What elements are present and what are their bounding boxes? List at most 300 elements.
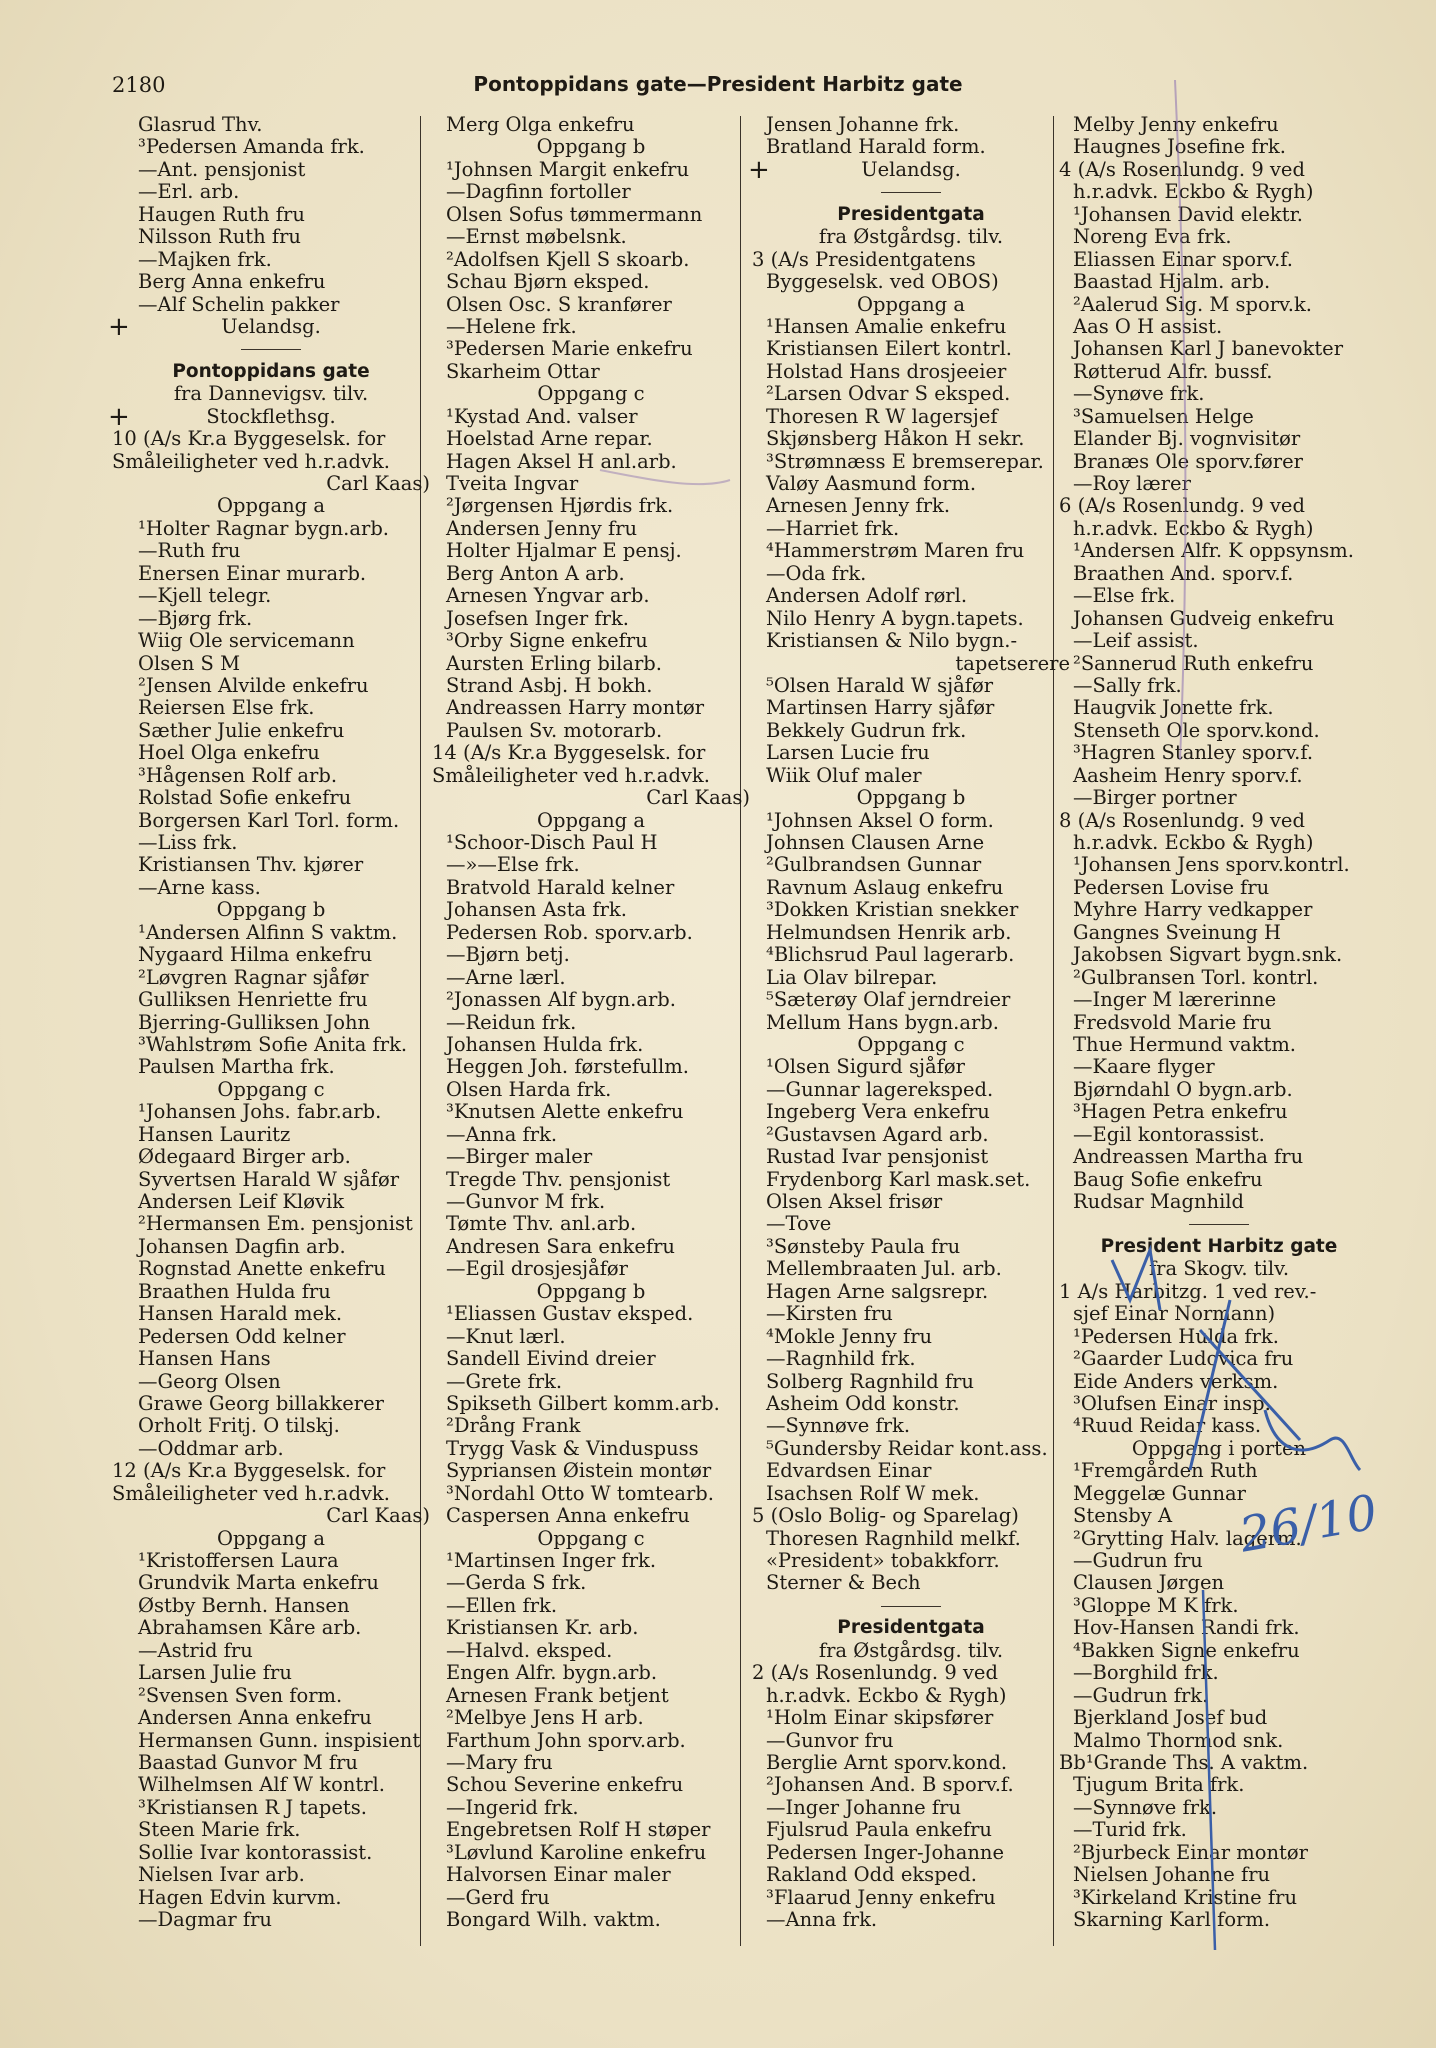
- directory-entry: [1059, 1012, 1379, 1034]
- directory-entry: [1059, 1774, 1379, 1796]
- entry-text: Johansen Asta frk.: [446, 898, 627, 922]
- entry-text: Eliassen Einar sporv.f.: [1073, 247, 1293, 271]
- directory-entry: [1059, 742, 1379, 764]
- entry-text: Stenseth Ole sporv.kond.: [1073, 718, 1320, 742]
- directory-entry: [112, 989, 430, 1011]
- directory-entry: [752, 1191, 1070, 1213]
- entry-text: tapetserere: [955, 651, 1070, 675]
- entry-text: 1 A/s Harbitzg. 1 ved rev.-: [1059, 1279, 1317, 1303]
- directory-entry: [112, 226, 430, 248]
- entry-text: ¹Schoor-Disch Paul H: [446, 831, 658, 854]
- entry-text: ¹Fremgården Ruth: [1073, 1459, 1258, 1483]
- entry-text: —Sally frk.: [1073, 673, 1182, 697]
- entry-text: —Inger Johanne fru: [766, 1795, 961, 1819]
- cross-street-marker-icon: +: [108, 401, 130, 432]
- entry-text: ¹Martinsen Inger frk.: [446, 1549, 657, 1572]
- cross-street-marker-icon: +: [748, 154, 770, 185]
- entry-text: ²Løvgren Ragnar sjåfør: [138, 965, 369, 989]
- directory-entry: [752, 361, 1070, 383]
- directory-entry: [112, 1303, 430, 1325]
- directory-entry: [1059, 294, 1379, 316]
- directory-entry: [112, 1662, 430, 1684]
- directory-entry: [1059, 1326, 1379, 1348]
- entry-text: Halvorsen Einar maler: [446, 1863, 671, 1887]
- directory-entry: [752, 1819, 1070, 1841]
- entry-text: ³Hagren Stanley sporv.f.: [1073, 741, 1314, 765]
- directory-entry: [752, 1146, 1070, 1168]
- directory-entry: [752, 720, 1070, 742]
- directory-entry: [112, 204, 430, 226]
- directory-entry: [432, 518, 750, 540]
- entry-text: —Roy lærer: [1073, 472, 1191, 495]
- entry-text: Bjerkland Josef bud: [1073, 1706, 1268, 1730]
- entry-text: Rakland Odd eksped.: [766, 1863, 977, 1887]
- directory-entry: [752, 854, 1070, 876]
- entry-text: Olsen Aksel frisør: [766, 1190, 943, 1213]
- entry-text: —Dagfinn fortoller: [446, 180, 631, 204]
- directory-entry: [112, 1685, 430, 1707]
- directory-entry: [112, 1842, 430, 1864]
- directory-entry: [1059, 944, 1379, 966]
- entry-text: Pontoppidans gate: [172, 360, 370, 382]
- entry-text: Wilhelmsen Alf W kontrl.: [138, 1773, 385, 1797]
- entry-text: —Else frk.: [1073, 584, 1176, 608]
- entry-text: ²Sannerud Ruth enkefru: [1073, 651, 1314, 675]
- directory-entry: [112, 136, 430, 158]
- entry-text: Kristiansen Eilert kontrl.: [766, 337, 1013, 361]
- directory-entry: [752, 922, 1070, 944]
- entry-text: Skjønsberg Håkon H sekr.: [766, 427, 1025, 451]
- entry-text: ²Larsen Odvar S eksped.: [766, 382, 1011, 406]
- directory-entry: [752, 1393, 1070, 1415]
- running-title: Pontoppidans gate—President Harbitz gate: [473, 72, 963, 96]
- entry-text: Østby Bernh. Hansen: [138, 1593, 350, 1617]
- entry-text: —Turid frk.: [1073, 1818, 1187, 1842]
- directory-entry: [432, 989, 750, 1011]
- directory-entry: [432, 1371, 750, 1393]
- entry-text: Holstad Hans drosjeeier: [766, 359, 1007, 383]
- entry-text: Oppgang c: [857, 1032, 965, 1056]
- entry-text: ²Jonassen Alf bygn.arb.: [446, 988, 676, 1012]
- directory-column-4: [1059, 114, 1379, 1931]
- directory-entry: [1059, 1258, 1379, 1280]
- directory-entry: [432, 136, 750, 158]
- entry-text: Sterner & Bech: [766, 1571, 921, 1595]
- entry-text: Josefsen Inger frk.: [446, 606, 629, 630]
- entry-text: Caspersen Anna enkefru: [446, 1504, 690, 1528]
- street-heading: [752, 204, 1070, 226]
- entry-text: —Gunvor M frk.: [446, 1190, 606, 1213]
- entry-text: Rudsar Magnhild: [1073, 1190, 1245, 1213]
- directory-entry: [432, 1662, 750, 1684]
- directory-entry: [1059, 1617, 1379, 1639]
- directory-entry: [1059, 1572, 1379, 1594]
- directory-entry: [112, 697, 430, 719]
- directory-entry: [1059, 877, 1379, 899]
- entry-text: ²Johansen And. B sporv.f.: [766, 1773, 1014, 1797]
- directory-entry: [1059, 1864, 1379, 1886]
- directory-entry: [432, 1842, 750, 1864]
- entry-text: Isachsen Rolf W mek.: [766, 1481, 980, 1505]
- directory-entry: [1059, 1595, 1379, 1617]
- entry-text: Berg Anna enkefru: [138, 270, 326, 294]
- entry-text: ³Hagen Petra enkefru: [1073, 1100, 1288, 1124]
- entry-text: Oppgang a: [217, 1526, 325, 1550]
- directory-entry: [432, 1640, 750, 1662]
- directory-entry: [432, 181, 750, 203]
- directory-entry: [1059, 989, 1379, 1011]
- directory-entry: [752, 1685, 1070, 1707]
- entry-text: ²Adolfsen Kjell S skoarb.: [446, 247, 690, 271]
- directory-entry: [1059, 1281, 1379, 1303]
- entry-text: Rustad Ivar pensjonist: [766, 1145, 989, 1169]
- directory-entry: [1059, 1707, 1379, 1729]
- directory-entry: [1059, 1034, 1379, 1056]
- directory-entry: [432, 1281, 750, 1303]
- entry-text: Farthum John sporv.arb.: [446, 1728, 686, 1752]
- entry-text: Gulliksen Henriette fru: [138, 988, 368, 1012]
- entry-text: —Synnøve frk.: [1073, 1795, 1218, 1819]
- entry-text: Heggen Joh. førstefullm.: [446, 1055, 689, 1079]
- entry-text: Sypriansen Øistein montør: [446, 1459, 712, 1483]
- directory-entry: [752, 765, 1070, 787]
- entry-text: 10 (A/s Kr.a Byggeselsk. for: [112, 427, 386, 451]
- directory-entry: [432, 316, 750, 338]
- directory-entry: [112, 1460, 430, 1482]
- entry-text: Aursten Erling bilarb.: [446, 651, 662, 675]
- entry-text: Ødegaard Birger arb.: [138, 1145, 351, 1169]
- entry-text: ¹Johansen David elektr.: [1073, 202, 1303, 226]
- entry-text: Orholt Fritj. O tilskj.: [138, 1414, 340, 1438]
- entry-text: Arnesen Frank betjent: [446, 1683, 669, 1707]
- entry-text: ¹Kristoffersen Laura: [138, 1549, 339, 1572]
- directory-entry: [112, 1146, 430, 1168]
- directory-entry: [432, 1505, 750, 1527]
- entry-text: —Oda frk.: [766, 561, 867, 585]
- directory-entry: [752, 249, 1070, 271]
- entry-text: Småleiligheter ved h.r.advk.: [112, 449, 390, 473]
- directory-entry: [432, 1012, 750, 1034]
- entry-text: ¹Andersen Alfinn S vaktm.: [138, 920, 398, 944]
- entry-text: ³Gloppe M K frk.: [1073, 1593, 1239, 1617]
- directory-entry: [432, 338, 750, 360]
- entry-text: ²Drång Frank: [446, 1414, 581, 1438]
- entry-text: ³Olufsen Einar insp.: [1073, 1391, 1271, 1415]
- entry-text: Røtterud Alfr. bussf.: [1073, 359, 1273, 383]
- entry-text: Larsen Julie fru: [138, 1661, 292, 1685]
- directory-entry: [432, 1438, 750, 1460]
- directory-entry: [432, 428, 750, 450]
- entry-text: ¹Eliassen Gustav eksped.: [446, 1302, 694, 1326]
- entry-text: Carl Kaas): [326, 472, 430, 495]
- entry-text: ³Wahlstrøm Sofie Anita frk.: [138, 1032, 408, 1056]
- entry-text: h.r.advk. Eckbo & Rygh): [766, 1683, 1007, 1707]
- directory-entry: [112, 922, 430, 944]
- entry-text: Byggeselsk. ved OBOS): [766, 270, 999, 294]
- directory-entry: [752, 832, 1070, 854]
- directory-entry: [432, 114, 750, 136]
- entry-text: Tømte Thv. anl.arb.: [446, 1212, 637, 1236]
- directory-entry: [1059, 832, 1379, 854]
- directory-entry: [752, 1124, 1070, 1146]
- directory-entry: [752, 114, 1070, 136]
- directory-entry: [752, 877, 1070, 899]
- entry-text: 6 (A/s Rosenlundg. 9 ved: [1059, 494, 1305, 518]
- directory-entry: [752, 1371, 1070, 1393]
- directory-entry: [432, 1258, 750, 1280]
- entry-text: Bratland Harald form.: [766, 135, 986, 159]
- directory-entry: [112, 765, 430, 787]
- entry-text: Stensby A: [1073, 1504, 1173, 1528]
- directory-entry: [112, 428, 430, 450]
- directory-entry: [1059, 1303, 1379, 1325]
- directory-entry: [752, 742, 1070, 764]
- directory-entry: [112, 451, 430, 473]
- entry-text: —Ernst møbelsnk.: [446, 225, 627, 249]
- entry-text: ²Grytting Halv. lagerm.: [1073, 1526, 1302, 1550]
- entry-text: ³Dokken Kristian snekker: [766, 898, 1019, 922]
- entry-text: Andersen Adolf rørl.: [766, 584, 968, 608]
- directory-entry: [112, 877, 430, 899]
- directory-entry: [432, 1819, 750, 1841]
- directory-entry: [432, 1752, 750, 1774]
- entry-text: Helmundsen Henrik arb.: [766, 920, 1012, 944]
- entry-text: 12 (A/s Kr.a Byggeselsk. for: [112, 1459, 386, 1483]
- directory-entry: [1059, 1887, 1379, 1909]
- directory-entry: [1059, 967, 1379, 989]
- directory-entry: [752, 1326, 1070, 1348]
- entry-text: ¹Andersen Alfr. K oppsynsm.: [1073, 539, 1354, 563]
- entry-text: h.r.advk. Eckbo & Rygh): [1073, 831, 1314, 854]
- entry-text: ²Melbye Jens H arb.: [446, 1706, 644, 1730]
- entry-text: Oppgang a: [537, 808, 645, 832]
- directory-entry: [112, 1415, 430, 1437]
- directory-entry: [432, 1213, 750, 1235]
- directory-entry: [1059, 697, 1379, 719]
- entry-text: Grundvik Marta enkefru: [138, 1571, 379, 1595]
- directory-entry: [112, 653, 430, 675]
- entry-text: Thue Hermund vaktm.: [1073, 1032, 1297, 1056]
- entry-text: —Egil kontorassist.: [1073, 1122, 1265, 1146]
- entry-text: —Birger portner: [1073, 786, 1237, 810]
- entry-text: ¹Johnsen Margit enkefru: [446, 157, 690, 181]
- directory-entry: [112, 1326, 430, 1348]
- directory-entry: [432, 944, 750, 966]
- entry-text: Lia Olav bilrepar.: [766, 965, 938, 989]
- directory-entry: [112, 1371, 430, 1393]
- entry-text: ²Gulbransen Torl. kontrl.: [1073, 965, 1319, 989]
- directory-entry: [432, 1146, 750, 1168]
- entry-text: —Synøve frk.: [1073, 382, 1205, 406]
- directory-entry: [112, 1213, 430, 1235]
- directory-entry: [432, 697, 750, 719]
- directory-entry: [1059, 630, 1379, 652]
- entry-text: Baug Sofie enkefru: [1073, 1167, 1263, 1191]
- directory-entry: [1059, 136, 1379, 158]
- entry-text: Uelandsg.: [861, 157, 961, 181]
- directory-entry: [112, 563, 430, 585]
- directory-entry: [432, 1326, 750, 1348]
- directory-entry: [112, 181, 430, 203]
- directory-entry: [432, 1303, 750, 1325]
- entry-text: Bb¹Grande Ths. A vaktm.: [1059, 1750, 1309, 1774]
- directory-entry: [432, 1797, 750, 1819]
- entry-text: —Georg Olsen: [138, 1369, 281, 1393]
- directory-entry: [1059, 1460, 1379, 1482]
- entry-text: —Bjørg frk.: [138, 606, 253, 630]
- entry-text: Hagen Arne salgsrepr.: [766, 1279, 989, 1303]
- directory-entry: [752, 1034, 1070, 1056]
- entry-text: 4 (A/s Rosenlundg. 9 ved: [1059, 157, 1305, 181]
- entry-text: Oppgang b: [536, 135, 646, 159]
- entry-text: Noreng Eva frk.: [1073, 225, 1232, 249]
- directory-entry: [752, 1213, 1070, 1235]
- directory-entry: [432, 271, 750, 293]
- entry-text: Asheim Odd konstr.: [766, 1391, 960, 1415]
- entry-text: —Liss frk.: [138, 831, 238, 854]
- directory-entry: [432, 1034, 750, 1056]
- entry-text: Baastad Hjalm. arb.: [1073, 270, 1271, 294]
- entry-text: Presidentgata: [837, 203, 985, 225]
- entry-text: ³Pedersen Marie enkefru: [446, 337, 693, 361]
- directory-entry: [1059, 316, 1379, 338]
- entry-text: Tveita Ingvar: [446, 472, 579, 495]
- directory-entry: [752, 1169, 1070, 1191]
- entry-text: ³Kristiansen R J tapets.: [138, 1795, 367, 1819]
- entry-text: Oppgang i porten: [1131, 1436, 1307, 1460]
- directory-entry: [1059, 1528, 1379, 1550]
- directory-entry: [112, 1191, 430, 1213]
- directory-entry: [108, 311, 430, 342]
- entry-text: Enersen Einar murarb.: [138, 561, 367, 585]
- directory-entry: [432, 473, 750, 495]
- directory-entry: [752, 810, 1070, 832]
- entry-text: Nilsson Ruth fru: [138, 225, 301, 249]
- entry-text: ¹Johansen Johs. fabr.arb.: [138, 1100, 382, 1124]
- entry-text: —Kirsten fru: [766, 1302, 893, 1326]
- directory-entry: [432, 608, 750, 630]
- entry-text: Johansen Hulda frk.: [446, 1032, 644, 1056]
- entry-text: —Gerda S frk.: [446, 1571, 587, 1595]
- directory-entry: [112, 1752, 430, 1774]
- directory-entry: [112, 271, 430, 293]
- directory-entry: [752, 226, 1070, 248]
- entry-text: ²Aalerud Sig. M sporv.k.: [1073, 292, 1312, 316]
- entry-text: —Bjørn betj.: [446, 943, 570, 967]
- entry-text: —Inger M lærerinne: [1073, 988, 1277, 1012]
- entry-text: Olsen S M: [138, 651, 241, 675]
- entry-text: Reiersen Else frk.: [138, 696, 315, 720]
- entry-text: Oppgang b: [536, 1279, 646, 1303]
- directory-entry: [1059, 1662, 1379, 1684]
- street-heading: [1059, 1236, 1379, 1258]
- entry-text: —Arne kass.: [138, 875, 261, 899]
- entry-text: Engebretsen Rolf H støper: [446, 1818, 711, 1842]
- entry-text: —Grete frk.: [446, 1369, 563, 1393]
- entry-text: Larsen Lucie fru: [766, 741, 930, 765]
- entry-text: Sollie Ivar kontorassist.: [138, 1840, 373, 1864]
- entry-text: Hansen Harald mek.: [138, 1302, 343, 1326]
- directory-entry: [752, 428, 1070, 450]
- directory-entry: [1059, 675, 1379, 697]
- directory-entry: [752, 675, 1070, 697]
- entry-text: Tjugum Brita frk.: [1073, 1773, 1245, 1797]
- directory-entry: [1059, 181, 1379, 203]
- entry-text: ⁴Bakken Signe enkefru: [1073, 1638, 1300, 1662]
- directory-entry: [112, 787, 430, 809]
- directory-entry: [432, 204, 750, 226]
- entry-text: Skarheim Ottar: [446, 359, 600, 383]
- entry-text: —Helene frk.: [446, 314, 577, 338]
- entry-text: ³Kirkeland Kristine fru: [1073, 1885, 1298, 1909]
- entry-text: Bjerring-Gulliksen John: [138, 1010, 371, 1034]
- directory-entry: [112, 1056, 430, 1078]
- directory-entry: [112, 1617, 430, 1639]
- directory-entry: [112, 1012, 430, 1034]
- directory-entry: [432, 832, 750, 854]
- entry-text: Johansen Karl J banevokter: [1073, 337, 1344, 361]
- directory-entry: [752, 630, 1070, 652]
- directory-entry: [112, 608, 430, 630]
- directory-entry: [1059, 787, 1379, 809]
- directory-entry: [1059, 1730, 1379, 1752]
- directory-entry: [752, 697, 1070, 719]
- entry-text: —Birger maler: [446, 1145, 593, 1169]
- directory-entry: [752, 1258, 1070, 1280]
- directory-entry: [1059, 1101, 1379, 1123]
- directory-entry: [432, 1909, 750, 1931]
- entry-text: Bjørndahl O bygn.arb.: [1073, 1077, 1293, 1101]
- directory-entry: [112, 1348, 430, 1370]
- directory-entry: [1059, 1909, 1379, 1931]
- directory-entry: [1059, 720, 1379, 742]
- entry-text: Rognstad Anette enkefru: [138, 1257, 386, 1281]
- directory-entry: [1059, 1124, 1379, 1146]
- entry-text: —Dagmar fru: [138, 1908, 272, 1931]
- directory-entry: [752, 944, 1070, 966]
- entry-text: Braathen And. sporv.f.: [1073, 561, 1294, 585]
- entry-text: ²Gaarder Ludovica fru: [1073, 1347, 1294, 1371]
- directory-entry: [752, 899, 1070, 921]
- directory-entry: [752, 294, 1070, 316]
- entry-text: ¹Holm Einar skipsfører: [766, 1706, 994, 1730]
- directory-entry: [432, 765, 750, 787]
- entry-text: ¹Olsen Sigurd sjåfør: [766, 1055, 965, 1079]
- directory-entry: [112, 1909, 430, 1931]
- directory-entry: [1059, 1348, 1379, 1370]
- entry-text: ²Gustavsen Agard arb.: [766, 1122, 989, 1146]
- directory-entry: [432, 854, 750, 876]
- entry-text: Schau Bjørn eksped.: [446, 270, 650, 294]
- directory-entry: [748, 154, 1070, 185]
- directory-entry: [432, 383, 750, 405]
- directory-entry: [112, 1101, 430, 1123]
- entry-text: Kristiansen Thv. kjører: [138, 853, 364, 877]
- entry-text: ³Knutsen Alette enkefru: [446, 1100, 684, 1124]
- directory-entry: [1059, 608, 1379, 630]
- entry-text: Myhre Harry vedkapper: [1073, 898, 1313, 922]
- entry-text: Haugvik Jonette frk.: [1073, 696, 1274, 720]
- entry-text: fra Østgårdsg. tilv.: [818, 1638, 1004, 1662]
- entry-text: —Knut lærl.: [446, 1324, 566, 1348]
- directory-entry: [112, 383, 430, 405]
- entry-text: —Kaare flyger: [1073, 1055, 1215, 1079]
- directory-entry: [1059, 1797, 1379, 1819]
- entry-text: sjef Einar Normann): [1073, 1302, 1276, 1326]
- directory-entry: [752, 563, 1070, 585]
- entry-text: —Gunnar lagereksped.: [766, 1077, 994, 1101]
- directory-entry: [112, 1572, 430, 1594]
